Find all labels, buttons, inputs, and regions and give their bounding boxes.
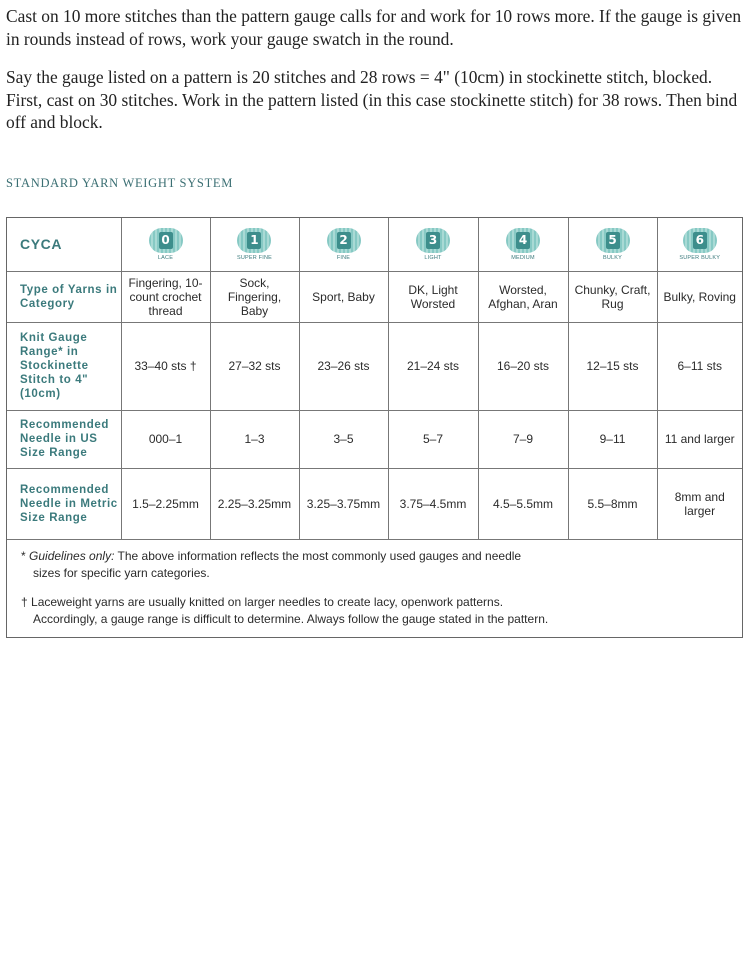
footnote-lead: Guidelines only:	[29, 549, 115, 563]
table-cell: 11 and larger	[657, 410, 742, 468]
section-title: STANDARD YARN WEIGHT SYSTEM	[6, 176, 234, 190]
table-cell: 23–26 sts	[299, 322, 388, 410]
table-cell: Worsted, Afghan, Aran	[478, 271, 568, 322]
table-row	[7, 410, 742, 468]
table-cell: 3.25–3.75mm	[299, 468, 388, 539]
category-number: 2	[337, 232, 351, 249]
table-cell: Chunky, Craft, Rug	[568, 271, 657, 322]
yarn-weight-table	[6, 217, 743, 638]
category-number: 4	[516, 232, 530, 249]
footnote-text: Laceweight yarns are usually knitted on larger needles to create lacy, openwork patterns.	[31, 595, 504, 609]
category-cell	[121, 218, 210, 271]
footnote-marker: *	[21, 549, 30, 563]
category-cell	[299, 218, 388, 271]
footnote-laceweight	[21, 594, 721, 628]
table-cell: 6–11 sts	[657, 322, 742, 410]
category-label: SUPER FINE	[236, 254, 272, 261]
footnote-marker: †	[21, 595, 32, 609]
category-cell	[210, 218, 299, 271]
category-label: BULKY	[602, 254, 623, 261]
table-cell: 1.5–2.25mm	[121, 468, 210, 539]
category-cell	[657, 218, 742, 271]
table-cell: 16–20 sts	[478, 322, 568, 410]
row-header: Recommended Needle in US Size Range	[7, 410, 121, 468]
table-cell: 9–11	[568, 410, 657, 468]
category-cell	[388, 218, 478, 271]
yarn-ball-icon	[506, 228, 540, 261]
table-cell: Bulky, Roving	[657, 271, 742, 322]
category-number: 6	[693, 232, 707, 249]
row-header: Type of Yarns in Category	[7, 271, 121, 322]
table-cell: 3.75–4.5mm	[388, 468, 478, 539]
category-number: 3	[426, 232, 440, 249]
footnote-guidelines	[21, 548, 721, 582]
footnote-continuation: Accordingly, a gauge range is difficult to determine. Always follow the gauge stated in the pattern.	[33, 612, 549, 626]
yarn-ball-icon	[416, 228, 450, 261]
table-cell: 7–9	[478, 410, 568, 468]
yarn-ball-icon	[679, 228, 720, 261]
table-cell: 1–3	[210, 410, 299, 468]
category-number: 1	[247, 232, 261, 249]
table-cell: 21–24 sts	[388, 322, 478, 410]
table-header-row	[7, 218, 742, 271]
table-cell: Sport, Baby	[299, 271, 388, 322]
category-cell	[478, 218, 568, 271]
row-header: Knit Gauge Range* in Stockinette Stitch to 4" (10cm)	[7, 322, 121, 410]
table-cell: 4.5–5.5mm	[478, 468, 568, 539]
category-label: LACE	[157, 254, 174, 261]
table-row	[7, 322, 742, 410]
table-cell: 12–15 sts	[568, 322, 657, 410]
table-cell: 2.25–3.25mm	[210, 468, 299, 539]
category-number: 5	[606, 232, 620, 249]
category-label: MEDIUM	[511, 254, 535, 261]
yarn-ball-icon	[149, 228, 183, 261]
category-label: SUPER BULKY	[679, 254, 721, 261]
category-number: 0	[159, 232, 173, 249]
table-cell: 000–1	[121, 410, 210, 468]
category-label: LIGHT	[424, 254, 442, 261]
row-header: Recommended Needle in Metric Size Range	[7, 468, 121, 539]
intro-paragraph-2: Say the gauge listed on a pattern is 20 stitches and 28 rows = 4" (10cm) in stockinette stitch, blocked. First, cast on 30 stitches. Work in the pattern listed (in this case stockinette stitch) for 38 rows. Then bind off and block.	[6, 67, 738, 132]
table-cell: DK, Light Worsted	[388, 271, 478, 322]
table-row	[7, 271, 742, 322]
category-cell	[568, 218, 657, 271]
table-cell: 27–32 sts	[210, 322, 299, 410]
footnote-text: The above information reflects the most commonly used gauges and needle	[114, 549, 522, 563]
intro-paragraph-1: Cast on 10 more stitches than the pattern gauge calls for and work for 10 rows more. If the gauge is given in rounds instead of rows, work your gauge swatch in the round.	[6, 6, 742, 49]
table-cell: Fingering, 10-count crochet thread	[121, 271, 210, 322]
yarn-ball-icon	[327, 228, 361, 261]
table-row	[7, 468, 742, 539]
footnote-continuation: sizes for specific yarn categories.	[33, 566, 210, 580]
table-cell: Sock, Fingering, Baby	[210, 271, 299, 322]
category-label: FINE	[336, 254, 351, 261]
table-cell: 3–5	[299, 410, 388, 468]
table-cell: 33–40 sts †	[121, 322, 210, 410]
cyca-label: CYCA	[7, 218, 121, 271]
yarn-ball-icon	[237, 228, 272, 261]
table-cell: 8mm and larger	[657, 468, 742, 539]
yarn-ball-icon	[596, 228, 630, 261]
table-cell: 5.5–8mm	[568, 468, 657, 539]
table-cell: 5–7	[388, 410, 478, 468]
